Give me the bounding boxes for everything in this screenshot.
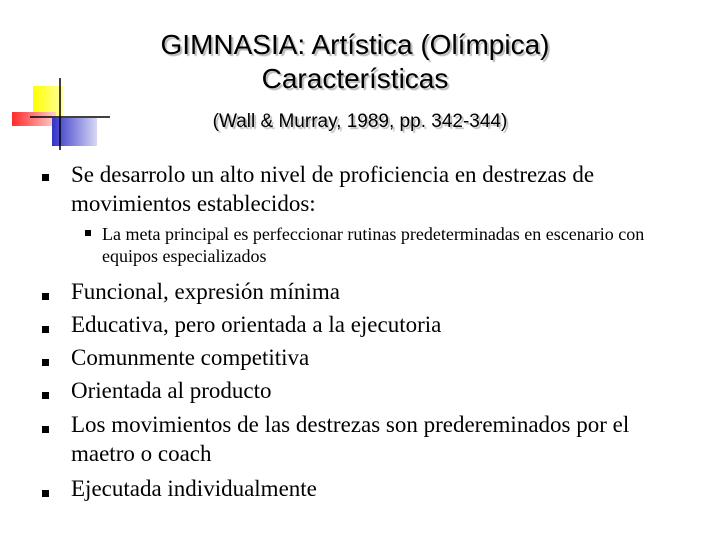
slide-subtitle: (Wall & Murray, 1989, pp. 342-344)	[212, 111, 508, 132]
square-bullet-icon	[85, 230, 91, 236]
bullet-item-3: Educativa, pero orientada a la ejecutoria	[71, 312, 442, 337]
bullet-item-1: Se desarrolo un alto nivel de proficiencia en destrezas de movimientos establecidos:	[71, 162, 595, 216]
square-bullet-icon	[42, 392, 49, 399]
square-bullet-icon	[42, 326, 49, 333]
square-bullet-icon	[42, 426, 49, 433]
bullet-item-6: Los movimientos de las destrezas son predereminados por el maetro o coach	[71, 412, 630, 466]
bullet-item-4: Comunmente competitiva	[71, 345, 310, 370]
square-bullet-icon	[42, 490, 49, 497]
square-bullet-icon	[42, 293, 49, 300]
slide-title	[95, 28, 615, 96]
corner-decoration	[0, 0, 110, 150]
slide-title-line2: Características	[261, 63, 449, 94]
deco-red-bar	[12, 112, 56, 126]
deco-blue-square	[52, 118, 97, 146]
bullet-item-5: Orientada al producto	[71, 378, 272, 403]
bullet-item-2: Funcional, expresión mínima	[71, 279, 340, 304]
square-bullet-icon	[42, 359, 49, 366]
slide-title-line1: GIMNASIA: Artística (Olímpica)	[160, 29, 550, 60]
sub-bullet-item-1: La meta principal es perfeccionar rutinas predeterminadas en escenario con equipos especializados	[102, 224, 645, 266]
square-bullet-icon	[42, 174, 49, 181]
bullet-item-7: Ejecutada individualmente	[71, 476, 317, 501]
